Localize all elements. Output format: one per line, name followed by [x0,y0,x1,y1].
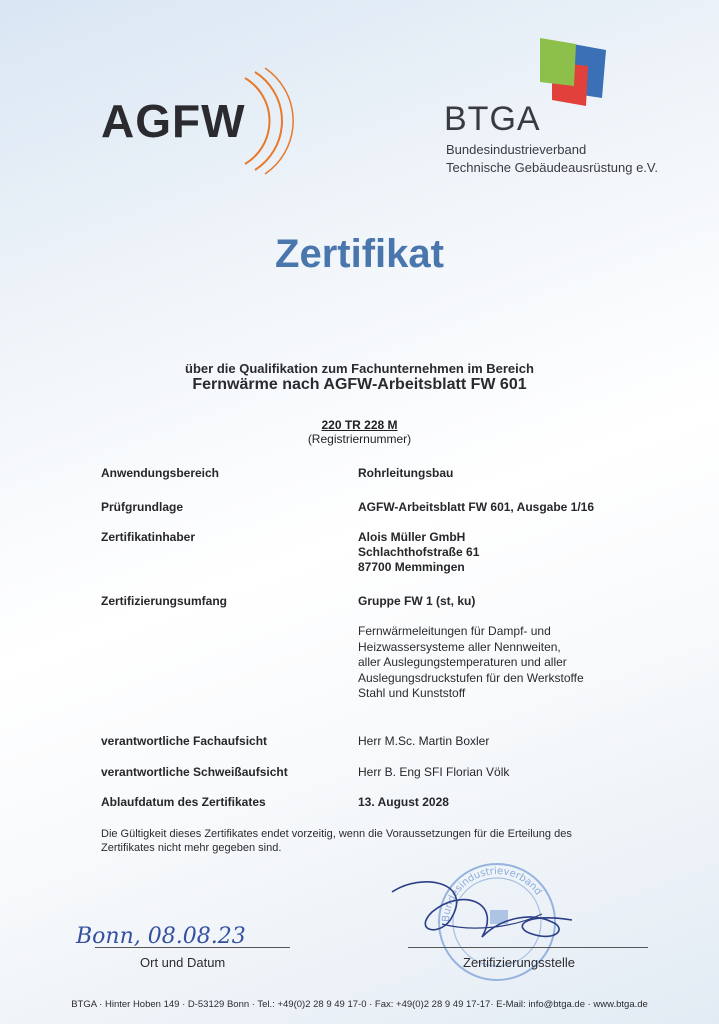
label-schweissaufsicht: verantwortliche Schweißaufsicht [101,765,288,779]
holder-name: Alois Müller GmbH [358,530,466,544]
registration-label: (Registriernummer) [307,432,412,446]
agfw-logo-text: AGFW [101,95,246,147]
intro-line2: Fernwärme nach AGFW-Arbeitsblatt FW 601 [192,376,527,393]
validity-note [101,827,572,855]
label-fachaufsicht: verantwortliche Fachaufsicht [101,734,268,748]
value-ablaufdatum: 13. August 2028 [358,795,449,809]
registration-number: 220 TR 228 M [321,418,398,432]
footer-contact: BTGA · Hinter Hoben 149 · D-53129 Bonn · Tel.: +49(0)2 28 9 49 17-0 · Fax: +49(0)2 28 9 49 17-17· E-Mail: info@btga.de · www.btga.de [71,999,648,1010]
scope-description [358,624,584,702]
scope-desc-line1: Fernwärmeleitungen für Dampf- und [358,624,551,638]
validity-note-line2: Zertifikates nicht mehr gegeben sind. [101,842,282,854]
label-zertifizierungsumfang: Zertifizierungsumfang [101,594,228,608]
intro-line1: über die Qualifikation zum Fachunternehmen im Bereich [185,361,534,376]
validity-note-line1: Die Gültigkeit dieses Zertifikates endet vorzeitig, wenn die Voraussetzungen für die Erteilung des [101,828,572,840]
btga-subtitle-line2: Technische Gebäudeausrüstung e.V. [446,160,659,175]
value-pruefgrundlage: AGFW-Arbeitsblatt FW 601, Ausgabe 1/16 [358,500,595,514]
holder-city: 87700 Memmingen [358,560,465,574]
scope-desc-line5: Stahl und Kunststoff [358,686,466,700]
value-schweissaufsicht: Herr B. Eng SFI Florian Völk [358,765,510,779]
place-date-label: Ort und Datum [140,955,226,970]
btga-squares-icon [538,36,608,106]
issuer-signature-line [408,947,648,948]
place-date-line [95,947,290,948]
btga-subtitle-line1: Bundesindustrieverband [446,142,587,157]
btga-logo-name: BTGA [444,100,541,138]
issuer-label: Zertifizierungsstelle [463,955,575,970]
scope-desc-line2: Heizwassersysteme aller Nennweiten, [358,639,561,654]
value-zertifizierungsumfang: Gruppe FW 1 (st, ku) [358,594,476,608]
label-zertifikatinhaber: Zertifikatinhaber [101,530,196,544]
btga-logo [440,30,700,190]
label-anwendungsbereich: Anwendungsbereich [101,466,220,480]
value-fachaufsicht: Herr M.Sc. Martin Boxler [358,734,490,748]
agfw-logo [95,66,295,176]
handwritten-place-date [72,915,272,955]
label-pruefgrundlage: Prüfgrundlage [101,500,184,514]
certificate-title: Zertifikat [275,232,444,276]
scope-desc-line4: Auslegungsdruckstufen für den Werkstoffe [358,670,584,685]
holder-street: Schlachthofstraße 61 [358,545,480,559]
handwritten-date-text: Bonn, 08.08.23 [76,924,246,949]
label-ablaufdatum: Ablaufdatum des Zertifikates [101,795,266,809]
value-anwendungsbereich: Rohrleitungsbau [358,466,454,480]
stamp-text: Bundesindustrieverband [440,865,544,923]
scope-desc-line3: aller Auslegungstemperaturen und aller [358,655,567,669]
